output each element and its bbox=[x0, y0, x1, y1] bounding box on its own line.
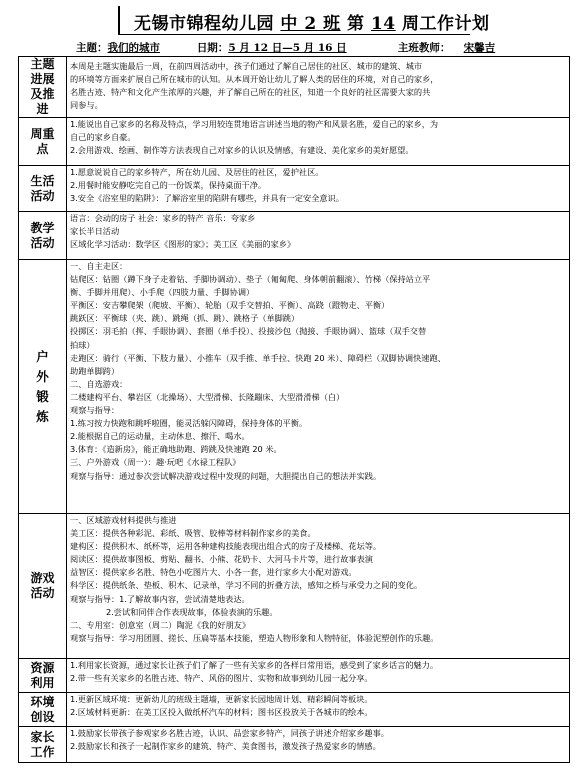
row-label-parents: 家长工作 bbox=[19, 727, 67, 763]
content-line: 2.带一些有关家乡的名胜古迹、特产、风俗的图片、实物和故事到幼儿园一起分享。 bbox=[70, 673, 373, 684]
row-content-theme-progress bbox=[67, 57, 570, 118]
row-parents bbox=[19, 727, 570, 763]
row-label-theme-progress: 主题进展及推进 bbox=[19, 57, 67, 118]
row-content-teaching bbox=[67, 212, 570, 260]
content-line: 助跑单脚跨） bbox=[70, 365, 120, 376]
plan-table bbox=[18, 56, 570, 763]
content-line: 1.愿意说说自己的家乡特产，所在幼儿园、及居住的社区，爱护社区。 bbox=[70, 167, 324, 177]
row-outdoor bbox=[19, 260, 570, 514]
meta-line bbox=[76, 40, 508, 55]
theme-value: 我们的城市 bbox=[107, 42, 160, 54]
content-line: 家长半日活动 bbox=[70, 226, 120, 237]
row-label-daily-life: 生活活动 bbox=[19, 166, 67, 212]
content-line: 名胜古迹、特产和文化产生浓厚的兴趣，并了解自己所在的社区，知道一个良好的社区需要大家的共 bbox=[70, 87, 431, 98]
row-label-teaching: 教学活动 bbox=[19, 212, 67, 260]
content-line: 1.利用家长资源，通过家长让孩子们了解了一些有关家乡的各样日常用语，感受到了家乡话言的魅力。 bbox=[70, 660, 439, 670]
content-line: 二楼建构平台、攀岩区（北操场）、大型滑梯、长隆蹦床、大型滑滑梯（白） bbox=[70, 391, 345, 402]
title-week: 14 bbox=[370, 14, 396, 34]
row-teaching bbox=[19, 212, 570, 260]
content-line: 2.用餐时能安静吃完自己的一份饭菜，保持桌面干净。 bbox=[70, 180, 267, 191]
row-label-weekly-focus: 周重点 bbox=[19, 118, 67, 166]
row-label-games: 游戏活动 bbox=[19, 514, 67, 659]
content-line: 2.鼓励家长和孩子一起制作家乡的建筑、特产、美食图书，激发孩子热爱家乡的情感。 bbox=[70, 741, 381, 752]
content-line: 自己的家乡自豪。 bbox=[70, 132, 136, 143]
row-content-weekly-focus bbox=[67, 118, 570, 166]
content-line: 益智区：提供家乡名胜、特色小吃图片大、小各一套，进行家乡大小配对游戏。 bbox=[70, 567, 357, 578]
content-line: 美工区：提供各种彩泥、彩纸、吸管、胶棒等材料制作家乡的美食。 bbox=[70, 528, 316, 539]
content-line: 3.安全《浴室里的陷阱》：了解浴室里的陷阱有哪些，并具有一定安全意识。 bbox=[70, 193, 344, 204]
content-line: 1.更新区域环境：更新幼儿的班级主题墙，更新家长园地周计划、精彩瞬间等板块。 bbox=[70, 694, 373, 704]
content-line: 2.会用游戏、绘画、制作等方法表现自己对家乡的认识及情感，有建设、美化家乡的美好愿望。 bbox=[70, 145, 414, 156]
content-line: 三、户外游戏（周一）：趣·玩吧《水禄工程队》 bbox=[70, 457, 241, 468]
content-line: 投掷区：羽毛拍（挥、手眼协调）、套圈（单手投）、投接沙包（抛接、手眼协调）、篮球（双手交替 bbox=[70, 326, 427, 337]
content-line: 一、自主走区： bbox=[70, 261, 128, 271]
content-line: 科学区：提供纸条、垫板、积木、记录单，学习不同的折叠方法，感知之桥与承受力之间的变化。 bbox=[70, 580, 423, 591]
content-line: 衡、手脚并用爬）、小手爬（四肢力量、手脚协调） bbox=[70, 287, 255, 298]
content-line: 二、自选游戏： bbox=[70, 378, 128, 389]
row-content-environment bbox=[67, 693, 570, 727]
content-line: 3.体育：《造新房》，能正确地助跑、跨跳及快速跑 20 米。 bbox=[70, 444, 282, 455]
row-content-daily-life bbox=[67, 166, 570, 212]
content-line: 区域化学习活动：数学区《图形的家》；美工区《美丽的家乡》 bbox=[70, 239, 296, 250]
content-line: 走跑区：骑行（平衡、下肢力量）、小推车（双手推、单手拉、快跑 20 米）、障碍栏（双脚协调快速跑、 bbox=[70, 352, 446, 363]
row-weekly-focus bbox=[19, 118, 570, 166]
content-line: 本周是主题实施最后一周，在前四周活动中，孩子们通过了解自己居住的社区、城市的建筑、城市 bbox=[70, 61, 423, 71]
content-line: 2.尝试和同伴合作表现故事，体验表演的乐趣。 bbox=[106, 606, 278, 617]
teacher-value: 宋馨吉 bbox=[463, 42, 496, 54]
row-label-outdoor: 户外锻炼 bbox=[19, 260, 67, 514]
content-line: 的环境等方面来扩展自己所在城市的认知。从本周开始让幼儿了解人类的居住的环境，对自己的家乡， bbox=[70, 74, 439, 85]
content-line: 1.鼓励家长带孩子参观家乡名胜古迹，认识、品尝家乡特产，同孩子讲述介绍家乡趣事。 bbox=[70, 728, 389, 738]
theme-label: 主题： bbox=[76, 42, 108, 54]
row-daily-life bbox=[19, 166, 570, 212]
date-label: 日期： bbox=[196, 42, 229, 54]
title-suffix: 周工作计划 bbox=[402, 14, 490, 34]
row-label-resources: 资源利用 bbox=[19, 659, 67, 693]
content-line: 建构区：提供积木、纸杯等，运用各种建构技能表现出组合式的房子及楼梯、花坛等。 bbox=[70, 541, 382, 552]
row-label-environment: 环境创设 bbox=[19, 693, 67, 727]
content-line: 语言：会动的房子 社会：家乡的特产 音乐：夸家乡 bbox=[70, 213, 256, 223]
content-line: 观察与指导：学习用团圆、搓长、压扁等基本技能，塑造人物形象和人物特征，体验泥塑创作的乐趣。 bbox=[70, 632, 439, 643]
row-content-parents bbox=[67, 727, 570, 763]
row-environment bbox=[19, 693, 570, 727]
title-week-prefix: 第 bbox=[347, 14, 365, 34]
content-line: 观察与指导： bbox=[70, 405, 120, 416]
content-line: 2.能根据自己的运动量，主动休息、擦汗、喝水。 bbox=[70, 431, 250, 442]
content-line: 拍球） bbox=[70, 339, 95, 350]
content-line: 平衡区：安吉攀爬架（爬坡、平衡）、轮胎（双手交替拍、平衡）、高跷（蹬物走、平衡） bbox=[70, 300, 390, 311]
teacher-label: 主班教师： bbox=[397, 42, 451, 54]
row-content-games bbox=[67, 514, 570, 659]
page-title bbox=[134, 9, 490, 34]
content-line: 观察与指导：通过参次尝试解决游戏过程中发现的问题，大胆提出自己的想法并实践。 bbox=[70, 470, 382, 481]
content-line: 跳跃区：平衡球（夹、跳）、跳绳（抓、跳）、跳格子（单脚跳） bbox=[70, 313, 300, 324]
title-class: 中 2 班 bbox=[280, 14, 341, 34]
title-box bbox=[118, 6, 490, 35]
row-content-resources bbox=[67, 659, 570, 693]
content-line: 2.区域材料更新：在美工区投入做纸杯汽车的材料；图书区投放关于各城市的绘本。 bbox=[70, 707, 373, 718]
row-games bbox=[19, 514, 570, 659]
content-line: 一、区域游戏材料提供与推进 bbox=[70, 515, 177, 525]
content-line: 钻爬区：钻圈（蹲下身子走着钻、手脚协调动）、垫子（匍匐爬、身体朝前翻滚）、竹梯（保持站立平 bbox=[70, 274, 431, 285]
content-line: 同参与。 bbox=[70, 100, 103, 111]
content-line: 阅读区：提供故事图板、剪贴、翻书、小熊、花奶卡、大河马卡片等，进行故事表演 bbox=[70, 554, 373, 565]
content-line: 1.能说出自己家乡的名称及特点，学习用较连贯地语言讲述当地的物产和风景名胜，爱自己的家乡，为 bbox=[70, 119, 439, 129]
content-line: 1.练习按力快跑和跳呼啦圈，能灵活躲闪障碍，保持身体的平衡。 bbox=[70, 418, 308, 429]
title-school: 无锡市锦程幼儿园 bbox=[134, 14, 274, 34]
row-resources bbox=[19, 659, 570, 693]
row-content-outdoor bbox=[67, 260, 570, 514]
content-line: 二、专用室：创意室（周二）陶泥《我的好朋友》 bbox=[70, 619, 251, 630]
row-theme-progress bbox=[19, 57, 570, 118]
content-line: 观察与指导：1.了解故事内容，尝试清楚地表达。 bbox=[70, 593, 250, 604]
date-value: 5 月 12 日—5 月 16 日 bbox=[228, 42, 347, 54]
